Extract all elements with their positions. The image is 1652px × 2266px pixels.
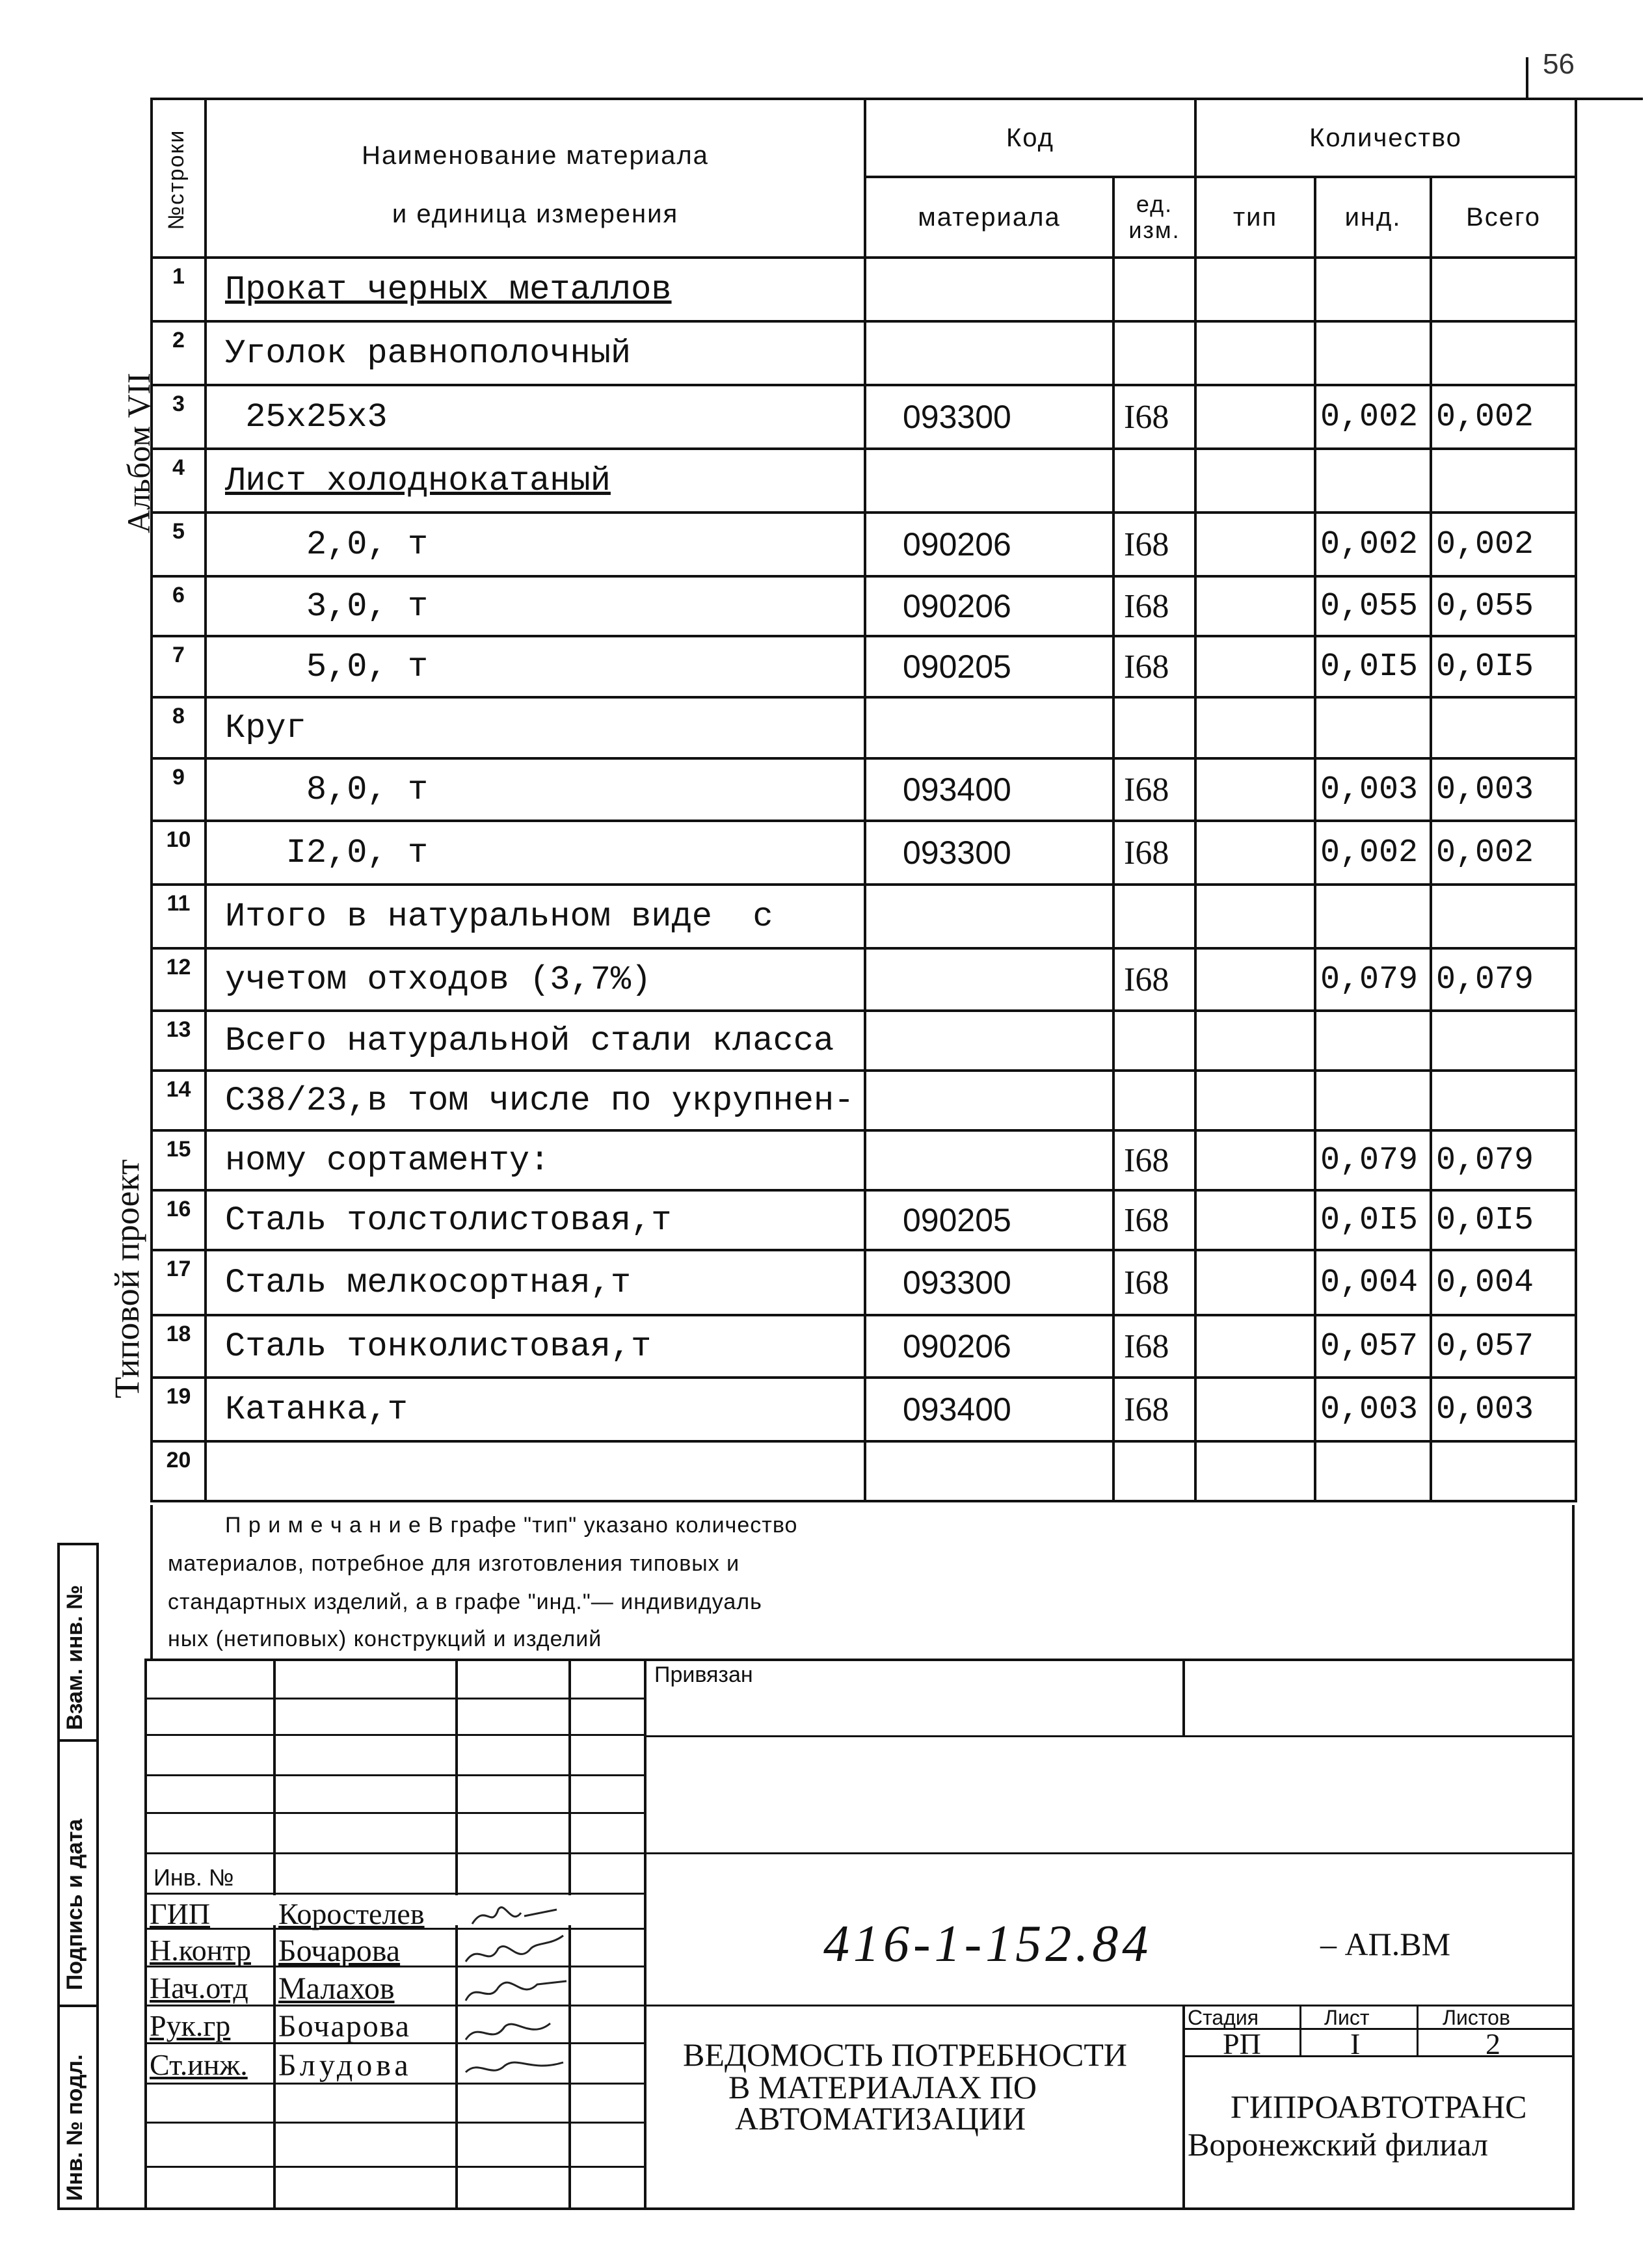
unit-code <box>1113 1071 1195 1130</box>
material-code: 090206 <box>865 513 1113 576</box>
material-code <box>865 948 1113 1011</box>
signature-nkontr <box>466 1936 563 1962</box>
qty-ind <box>1315 697 1431 758</box>
qty-ind <box>1315 258 1431 321</box>
stamp-hline-6 <box>144 1893 646 1895</box>
qty-total <box>1431 697 1576 758</box>
stamp-vline-c <box>568 1659 571 1895</box>
role-stinzh: Ст.инж. <box>150 2048 248 2081</box>
qty-type <box>1195 449 1315 513</box>
row-number: 5 <box>152 513 206 576</box>
stamp-right-hline-3 <box>644 2005 1575 2006</box>
qty-type <box>1195 1011 1315 1071</box>
material-code <box>865 1011 1113 1071</box>
material-code <box>865 1441 1113 1501</box>
doc-title-line-1: ВЕДОМОСТЬ ПОТРЕБНОСТИ <box>683 2036 1128 2073</box>
stamp-right-vline-top <box>1182 1659 1185 1737</box>
unit-code <box>1113 449 1195 513</box>
material-name: 8,0, т <box>206 758 865 821</box>
material-code <box>865 321 1113 385</box>
qty-ind <box>1315 1011 1431 1071</box>
qty-type <box>1195 1071 1315 1130</box>
unit-code <box>1113 258 1195 321</box>
stamp-right-hline-1 <box>644 1735 1575 1737</box>
name-stinzh: Блудова <box>278 2048 412 2083</box>
qty-ind: 0,002 <box>1315 513 1431 576</box>
table-row <box>152 885 1576 948</box>
row-number: 14 <box>152 1071 206 1130</box>
header-code-unit: ед. изм. <box>1113 177 1195 258</box>
table-row <box>152 1071 1576 1130</box>
material-code: 090205 <box>865 1190 1113 1250</box>
qty-type <box>1195 636 1315 697</box>
material-name: I2,0, т <box>206 821 865 885</box>
material-code <box>865 258 1113 321</box>
stamp-bottom <box>57 2207 1575 2210</box>
qty-type <box>1195 1130 1315 1190</box>
material-code: 093400 <box>865 758 1113 821</box>
table-row <box>152 636 1576 697</box>
material-name: 3,0, т <box>206 576 865 636</box>
table-row <box>152 1011 1576 1071</box>
unit-code: I68 <box>1113 385 1195 449</box>
header-qty-type: тип <box>1195 177 1315 258</box>
signature-nachotd <box>466 1981 566 2001</box>
row-number: 11 <box>152 885 206 948</box>
material-name: Итого в натуральном виде с <box>206 885 865 948</box>
material-code: 090206 <box>865 1315 1113 1378</box>
row-number: 19 <box>152 1378 206 1441</box>
table-row <box>152 449 1576 513</box>
material-code <box>865 449 1113 513</box>
qty-total: 0,002 <box>1431 513 1576 576</box>
qty-total: 0,003 <box>1431 1378 1576 1441</box>
qty-total <box>1431 885 1576 948</box>
material-name: Прокат черных металлов <box>206 258 865 321</box>
qty-type <box>1195 1250 1315 1315</box>
row-number: 16 <box>152 1190 206 1250</box>
unit-code <box>1113 1441 1195 1501</box>
materials-table <box>150 98 1577 1502</box>
table-row <box>152 321 1576 385</box>
vz-inv-label: Взам. инв. № <box>62 1584 87 1730</box>
margin-hline-1 <box>57 1543 99 1545</box>
inv-podl-label: Инв. № подл. <box>62 2054 87 2201</box>
row-number: 15 <box>152 1130 206 1190</box>
role-nachotd: Нач.отд <box>150 1971 248 2005</box>
unit-code <box>1113 885 1195 948</box>
unit-code: I68 <box>1113 948 1195 1011</box>
qty-ind <box>1315 449 1431 513</box>
header-row-number: №строки <box>152 99 206 258</box>
table-row <box>152 758 1576 821</box>
stamp-hline-5 <box>144 1852 646 1854</box>
qty-total: 0,003 <box>1431 758 1576 821</box>
stage-label: Стадия <box>1188 2006 1259 2029</box>
row-number: 7 <box>152 636 206 697</box>
org-line-2: Воронежский филиал <box>1188 2126 1488 2163</box>
role-gip: ГИП <box>150 1897 211 1930</box>
row-number: 3 <box>152 385 206 449</box>
qty-total <box>1431 1441 1576 1501</box>
table-row <box>152 1378 1576 1441</box>
qty-total <box>1431 1011 1576 1071</box>
material-name: Круг <box>206 697 865 758</box>
header-qty-total: Всего <box>1431 177 1576 258</box>
unit-code: I68 <box>1113 1378 1195 1441</box>
role-rukgr: Рук.гр <box>150 2009 231 2042</box>
header-code-group: Код <box>865 99 1195 177</box>
note-left-border <box>150 1505 153 1661</box>
material-name: Сталь тонколистовая,т <box>206 1315 865 1378</box>
signature-group <box>459 1897 570 2085</box>
table-row <box>152 948 1576 1011</box>
material-name <box>206 1441 865 1501</box>
unit-code: I68 <box>1113 821 1195 885</box>
material-name: Катанка,т <box>206 1378 865 1441</box>
stamp-right-hline-2 <box>644 1852 1575 1854</box>
margin-line-outer <box>57 1543 60 2210</box>
qty-ind <box>1315 885 1431 948</box>
material-code <box>865 1071 1113 1130</box>
sheet-label: Лист <box>1324 2006 1370 2029</box>
material-name: Всего натуральной стали класса <box>206 1011 865 1071</box>
role-nkontr: Н.контр <box>150 1934 252 1967</box>
qty-type <box>1195 576 1315 636</box>
note-line-2: материалов, потребное для изготовления типовых и <box>168 1551 740 1576</box>
qty-type <box>1195 513 1315 576</box>
doc-number: 416-1-152.84 <box>823 1915 1152 1973</box>
stamp-top <box>144 1659 1575 1661</box>
qty-ind: 0,003 <box>1315 758 1431 821</box>
material-name: учетом отходов (3,7%) <box>206 948 865 1011</box>
table-row <box>152 1130 1576 1190</box>
qty-type <box>1195 1441 1315 1501</box>
org-line-1: ГИПРОАВТОТРАНС <box>1231 2088 1527 2125</box>
header-name: Наименование материала и единица измерения <box>206 99 865 258</box>
material-code: 093300 <box>865 385 1113 449</box>
qty-total: 0,079 <box>1431 1130 1576 1190</box>
qty-type <box>1195 948 1315 1011</box>
header-code-material: материала <box>865 177 1113 258</box>
header-qty-group: Количество <box>1195 99 1576 177</box>
unit-code: I68 <box>1113 1190 1195 1250</box>
material-name: Сталь мелкосортная,т <box>206 1250 865 1315</box>
qty-total: 0,0I5 <box>1431 1190 1576 1250</box>
stamp-vline-d <box>644 1659 646 2210</box>
qty-total: 0,057 <box>1431 1315 1576 1378</box>
row-number: 1 <box>152 258 206 321</box>
table-row <box>152 576 1576 636</box>
note-line-3: стандартных изделий, а в графе "инд."— индивидуаль <box>168 1590 762 1614</box>
qty-total <box>1431 1071 1576 1130</box>
qty-ind: 0,079 <box>1315 1130 1431 1190</box>
stamp-right-vline-bottom <box>1182 2005 1185 2210</box>
table-row <box>152 821 1576 885</box>
stage-value: РП <box>1223 2027 1261 2060</box>
row-number: 12 <box>152 948 206 1011</box>
table-row <box>152 1315 1576 1378</box>
qty-ind: 0,055 <box>1315 576 1431 636</box>
unit-code <box>1113 1011 1195 1071</box>
stamp-vline-b <box>455 1659 458 1895</box>
qty-total: 0,002 <box>1431 821 1576 885</box>
unit-code: I68 <box>1113 1130 1195 1190</box>
qty-ind: 0,0I5 <box>1315 636 1431 697</box>
signature-stinzh <box>466 2062 563 2072</box>
sheets-value: 2 <box>1485 2027 1500 2060</box>
stamp-stage-vline-1 <box>1299 2005 1301 2057</box>
doc-title-line-3: АВТОМАТИЗАЦИИ <box>735 2100 1026 2137</box>
qty-ind <box>1315 1441 1431 1501</box>
row-number: 13 <box>152 1011 206 1071</box>
row-number: 4 <box>152 449 206 513</box>
margin-line-inner <box>96 1543 99 2210</box>
table-row <box>152 1190 1576 1250</box>
qty-ind: 0,079 <box>1315 948 1431 1011</box>
material-code <box>865 1130 1113 1190</box>
note-right-border <box>1572 1505 1575 1661</box>
row-number: 6 <box>152 576 206 636</box>
material-code: 093300 <box>865 821 1113 885</box>
table-row <box>152 697 1576 758</box>
name-nachotd: Малахов <box>278 1971 395 2006</box>
page-number-mark <box>1526 57 1528 98</box>
stamp-right <box>1572 1659 1575 2210</box>
unit-code <box>1113 697 1195 758</box>
stamp-stage-vline-2 <box>1417 2005 1419 2057</box>
qty-ind: 0,003 <box>1315 1378 1431 1441</box>
qty-total <box>1431 449 1576 513</box>
unit-code: I68 <box>1113 576 1195 636</box>
privyazan-label: Привязан <box>654 1662 753 1687</box>
qty-type <box>1195 697 1315 758</box>
stamp-hline-3 <box>144 1774 646 1776</box>
unit-code <box>1113 321 1195 385</box>
margin-hline-3 <box>57 2005 99 2007</box>
margin-hline-2 <box>57 1739 99 1742</box>
page-number: 56 <box>1543 48 1575 80</box>
stamp-hline-1 <box>144 1698 646 1700</box>
qty-ind: 0,004 <box>1315 1250 1431 1315</box>
qty-type <box>1195 258 1315 321</box>
row-number: 20 <box>152 1441 206 1501</box>
table-row <box>152 258 1576 321</box>
row-number: 9 <box>152 758 206 821</box>
qty-total: 0,0I5 <box>1431 636 1576 697</box>
qty-type <box>1195 385 1315 449</box>
material-name: Лист холоднокатаный <box>206 449 865 513</box>
name-rukgr: Бочарова <box>278 2009 411 2044</box>
row-number: 8 <box>152 697 206 758</box>
material-name: 2,0, т <box>206 513 865 576</box>
qty-ind: 0,002 <box>1315 821 1431 885</box>
qty-ind: 0,0I5 <box>1315 1190 1431 1250</box>
inv-no-label: Инв. № <box>153 1864 234 1891</box>
stamp-hline-13 <box>144 2166 646 2168</box>
row-number: 18 <box>152 1315 206 1378</box>
album-label: Альбом VII <box>120 373 157 533</box>
table-row <box>152 1250 1576 1315</box>
material-name: Уголок равнополочный <box>206 321 865 385</box>
material-code <box>865 885 1113 948</box>
stamp-hline-2 <box>144 1734 646 1736</box>
material-name: 25х25х3 <box>206 385 865 449</box>
qty-total: 0,004 <box>1431 1250 1576 1315</box>
note-line-1: П р и м е ч а н и е В графе "тип" указано количество <box>225 1513 798 1538</box>
qty-total: 0,055 <box>1431 576 1576 636</box>
unit-code: I68 <box>1113 1315 1195 1378</box>
qty-type <box>1195 1190 1315 1250</box>
unit-code: I68 <box>1113 1250 1195 1315</box>
qty-type <box>1195 885 1315 948</box>
sheet-value: I <box>1350 2027 1361 2060</box>
material-name: ному сортаменту: <box>206 1130 865 1190</box>
qty-type <box>1195 321 1315 385</box>
qty-ind: 0,002 <box>1315 385 1431 449</box>
material-name: С38/23,в том числе по укрупнен- <box>206 1071 865 1130</box>
table-row <box>152 1441 1576 1501</box>
qty-total: 0,002 <box>1431 385 1576 449</box>
unit-code: I68 <box>1113 513 1195 576</box>
material-code <box>865 697 1113 758</box>
qty-total <box>1431 321 1576 385</box>
table-row <box>152 385 1576 449</box>
podpis-label: Подпись и дата <box>62 1819 87 1990</box>
material-code: 090206 <box>865 576 1113 636</box>
stamp-hline-12 <box>144 2122 646 2124</box>
doc-suffix: – АП.ВМ <box>1320 1926 1451 1962</box>
row-number: 2 <box>152 321 206 385</box>
stamp-vline-a <box>273 1659 276 1895</box>
header-qty-ind: инд. <box>1315 177 1431 258</box>
qty-ind <box>1315 1071 1431 1130</box>
table-row <box>152 513 1576 576</box>
name-nkontr: Бочарова <box>278 1934 401 1968</box>
material-code: 093300 <box>865 1250 1113 1315</box>
row-number: 17 <box>152 1250 206 1315</box>
sheets-label: Листов <box>1443 2006 1510 2029</box>
signature-rukgr <box>466 2023 550 2040</box>
qty-total: 0,079 <box>1431 948 1576 1011</box>
row-number: 10 <box>152 821 206 885</box>
qty-type <box>1195 1315 1315 1378</box>
doc-title-line-2: В МАТЕРИАЛАХ ПО <box>728 2069 1037 2105</box>
material-code: 093400 <box>865 1378 1113 1441</box>
project-label: Типовой проект <box>107 1159 146 1398</box>
material-name: 5,0, т <box>206 636 865 697</box>
qty-type <box>1195 821 1315 885</box>
stamp-hline-4 <box>144 1812 646 1814</box>
qty-ind: 0,057 <box>1315 1315 1431 1378</box>
qty-ind <box>1315 321 1431 385</box>
qty-total <box>1431 258 1576 321</box>
signature-gip <box>472 1908 557 1924</box>
qty-type <box>1195 758 1315 821</box>
stamp-left <box>144 1659 147 2210</box>
note-line-4: ных (нетиповых) конструкций и изделий <box>168 1627 602 1651</box>
unit-code: I68 <box>1113 758 1195 821</box>
material-name: Сталь толстолистовая,т <box>206 1190 865 1250</box>
qty-type <box>1195 1378 1315 1441</box>
name-gip: Коростелев <box>278 1897 425 1930</box>
material-code: 090205 <box>865 636 1113 697</box>
unit-code: I68 <box>1113 636 1195 697</box>
